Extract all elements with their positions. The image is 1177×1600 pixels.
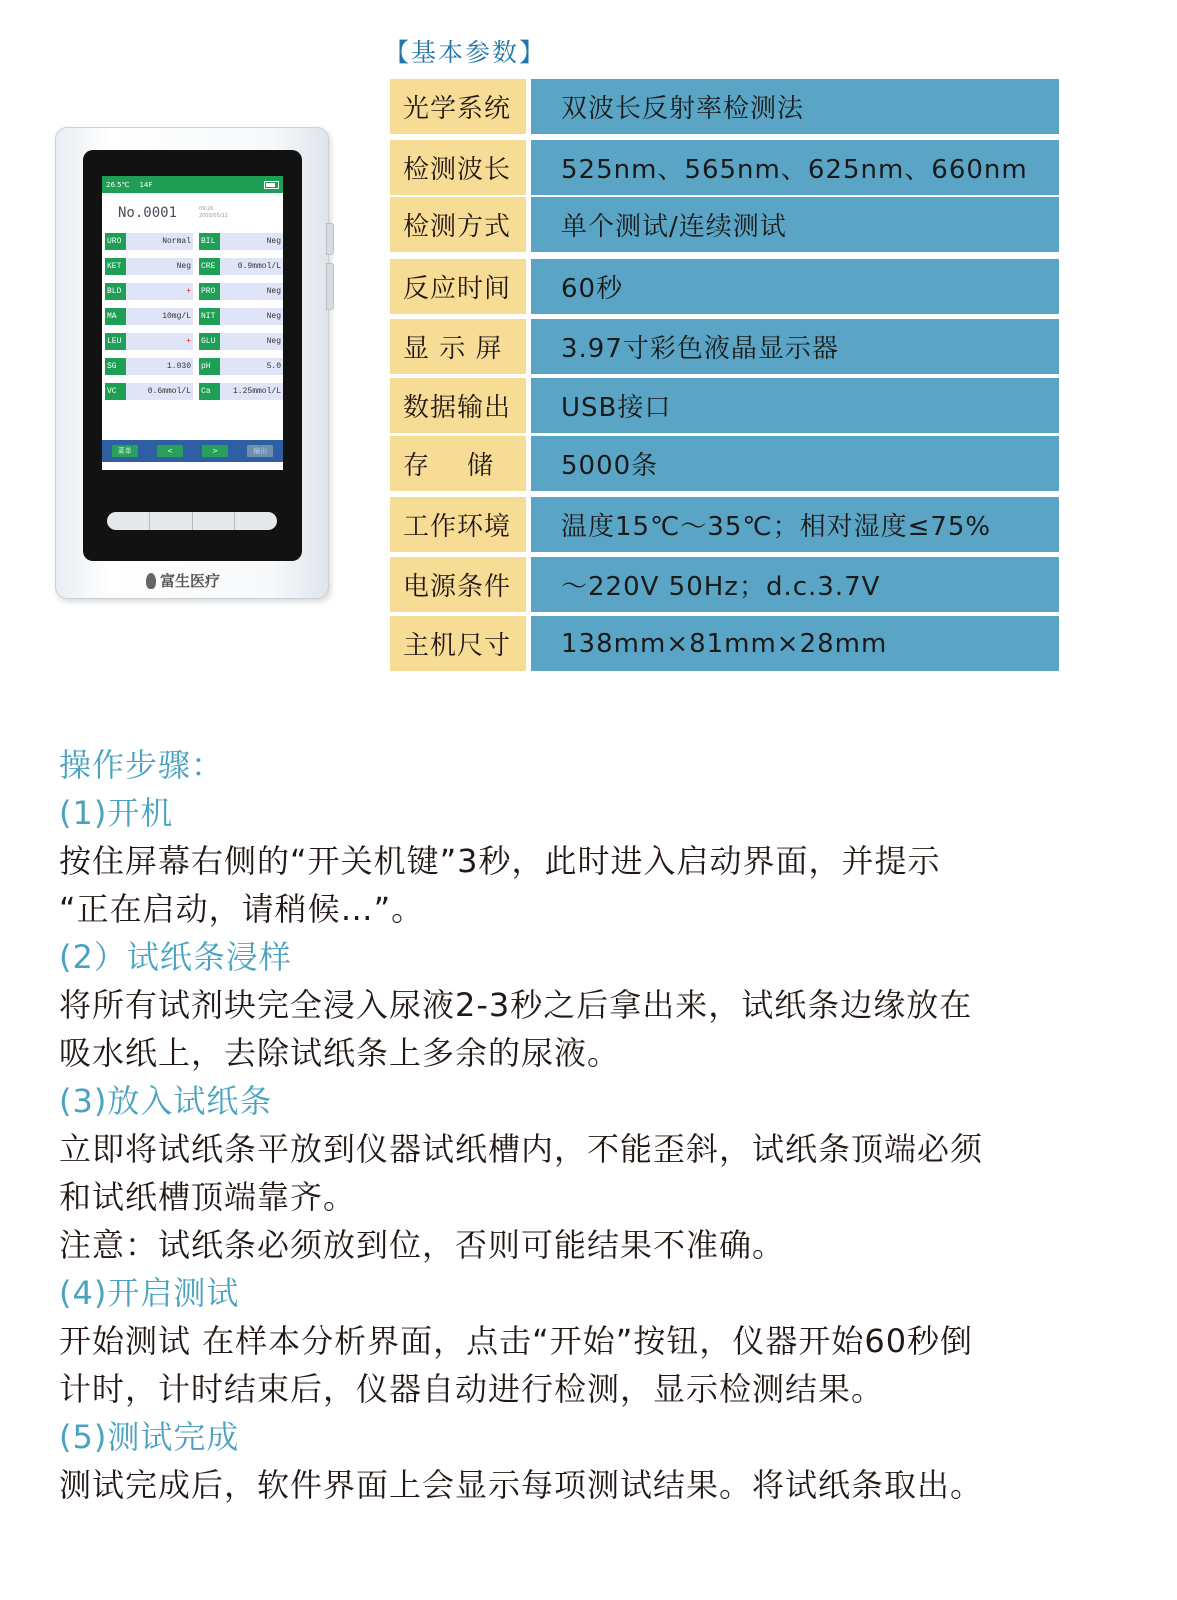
hardware-key[interactable] — [107, 512, 150, 530]
results-grid — [102, 233, 283, 400]
result-value: 5.0 — [266, 362, 281, 371]
result-value: Neg — [266, 287, 281, 296]
step-5-text: 测试完成后，软件界面上会显示每项测试结果。将试纸条取出。 — [59, 1466, 984, 1504]
record-number: No.0001 — [118, 205, 178, 221]
result-tag: KET — [105, 258, 126, 275]
next-button[interactable]: > — [202, 445, 228, 457]
param-row — [390, 616, 1059, 671]
result-cell — [105, 383, 193, 400]
hardware-key[interactable] — [235, 512, 277, 530]
record-date: 2003/05/12 — [199, 213, 228, 219]
flame-icon — [146, 573, 156, 589]
result-tag: LEU — [105, 333, 126, 350]
result-tag: BLD — [105, 283, 126, 300]
output-button[interactable]: 输出 — [247, 445, 273, 457]
result-cell — [105, 283, 193, 300]
result-cell — [199, 333, 283, 350]
step-2-title: (2）试纸条浸样 — [59, 938, 292, 976]
result-cell — [105, 333, 193, 350]
status-temperature: 26.5℃ — [106, 180, 130, 189]
param-label: 数据输出 — [390, 378, 526, 433]
record-time: 09:26 — [199, 206, 214, 212]
step-5-title: (5)测试完成 — [59, 1418, 240, 1456]
result-value: Neg — [266, 337, 281, 346]
param-label: 检测方式 — [390, 197, 526, 252]
param-label: 反应时间 — [390, 259, 526, 314]
result-tag: SG — [105, 358, 126, 375]
step-3-text: 立即将试纸条平放到仪器试纸槽内，不能歪斜，试纸条顶端必须 — [59, 1130, 984, 1168]
result-tag: BIL — [199, 233, 220, 250]
result-value: 0.9mmol/L — [237, 262, 281, 271]
param-label: 电源条件 — [390, 557, 526, 612]
step-1-text: 按住屏幕右侧的“开关机键”3秒，此时进入启动界面，并提示 — [59, 842, 941, 880]
result-value: 1.030 — [166, 362, 191, 371]
param-value: ～220V 50Hz；d.c.3.7V — [531, 557, 1059, 612]
device-screen — [102, 176, 283, 470]
steps-heading: 操作步骤： — [59, 746, 225, 784]
result-value: 10mg/L — [162, 312, 191, 321]
result-value: 1.25mmol/L — [232, 387, 281, 396]
result-tag: CRE — [199, 258, 220, 275]
step-2-text: 将所有试剂块完全浸入尿液2-3秒之后拿出来，试纸条边缘放在 — [59, 986, 973, 1024]
result-cell — [199, 258, 283, 275]
param-value: 3.97寸彩色液晶显示器 — [531, 319, 1059, 374]
result-value: Neg — [266, 312, 281, 321]
param-label: 检测波长 — [390, 140, 526, 195]
result-value: Neg — [176, 262, 191, 271]
param-row — [390, 436, 1059, 491]
urine-analyzer-device — [55, 127, 329, 599]
result-cell — [199, 358, 283, 375]
step-4-text: 开始测试 在样本分析界面，点击“开始”按钮，仪器开始60秒倒 — [59, 1322, 974, 1360]
menu-button[interactable]: 菜单 — [112, 445, 138, 457]
prev-button[interactable]: < — [157, 445, 183, 457]
step-1-text: “正在启动，请稍候…”。 — [59, 890, 425, 928]
param-row — [390, 319, 1059, 374]
result-tag: pH — [199, 358, 220, 375]
param-value: 60秒 — [531, 259, 1059, 314]
device-bezel — [83, 150, 302, 561]
param-label: 显 示 屏 — [390, 319, 526, 374]
param-row — [390, 557, 1059, 612]
param-value: 138mm×81mm×28mm — [531, 616, 1059, 671]
param-row — [390, 79, 1059, 134]
param-label: 主机尺寸 — [390, 616, 526, 671]
param-label: 工作环境 — [390, 497, 526, 552]
param-value: 双波长反射率检测法 — [531, 79, 1059, 134]
param-label: 光学系统 — [390, 79, 526, 134]
result-cell — [199, 383, 283, 400]
device-status-bar — [102, 176, 283, 193]
param-value: 525nm、565nm、625nm、660nm — [531, 140, 1059, 195]
result-value: + — [186, 337, 191, 346]
step-4-text: 计时，计时结束后，仪器自动进行检测，显示检测结果。 — [59, 1370, 885, 1408]
step-1-title: (1)开机 — [59, 794, 174, 832]
param-row — [390, 378, 1059, 433]
step-4-title: (4)开启测试 — [59, 1274, 240, 1312]
param-value: 5000条 — [531, 436, 1059, 491]
status-count: 14F — [139, 180, 153, 189]
result-tag: MA — [105, 308, 126, 325]
record-datetime — [199, 206, 228, 220]
record-header — [102, 193, 283, 233]
param-value: 温度15℃～35℃；相对湿度≤75% — [531, 497, 1059, 552]
hardware-key[interactable] — [193, 512, 236, 530]
result-tag: GLU — [199, 333, 220, 350]
result-tag: Ca — [199, 383, 220, 400]
param-row — [390, 259, 1059, 314]
hardware-key[interactable] — [150, 512, 193, 530]
result-cell — [105, 258, 193, 275]
result-value: 0.6mmol/L — [147, 387, 191, 396]
result-cell — [105, 233, 193, 250]
result-tag: VC — [105, 383, 126, 400]
result-cell — [105, 358, 193, 375]
step-3-note: 注意：试纸条必须放到位，否则可能结果不准确。 — [59, 1226, 786, 1264]
step-3-text: 和试纸槽顶端靠齐。 — [59, 1178, 357, 1216]
result-cell — [199, 233, 283, 250]
params-title: 【基本参数】 — [384, 38, 547, 67]
power-side-button — [326, 223, 334, 255]
result-value: Neg — [266, 237, 281, 246]
result-cell — [199, 308, 283, 325]
param-row — [390, 497, 1059, 552]
battery-icon — [264, 181, 279, 189]
result-cell — [105, 308, 193, 325]
result-value: Normal — [162, 237, 191, 246]
step-2-text: 吸水纸上，去除试纸条上多余的尿液。 — [59, 1034, 621, 1072]
result-cell — [199, 283, 283, 300]
brand-name: 富生医疗 — [160, 572, 221, 590]
result-tag: URO — [105, 233, 126, 250]
result-tag: PRO — [199, 283, 220, 300]
hardware-keys — [107, 512, 277, 530]
param-row — [390, 140, 1059, 195]
param-row — [390, 197, 1059, 252]
device-nav-bar — [102, 440, 283, 462]
param-label: 存 储 — [390, 436, 526, 491]
param-value: 单个测试/连续测试 — [531, 197, 1059, 252]
brand-logo — [146, 570, 220, 591]
volume-side-button — [326, 263, 334, 310]
param-value: USB接口 — [531, 378, 1059, 433]
step-3-title: (3)放入试纸条 — [59, 1082, 273, 1120]
result-tag: NIT — [199, 308, 220, 325]
result-value: + — [186, 287, 191, 296]
